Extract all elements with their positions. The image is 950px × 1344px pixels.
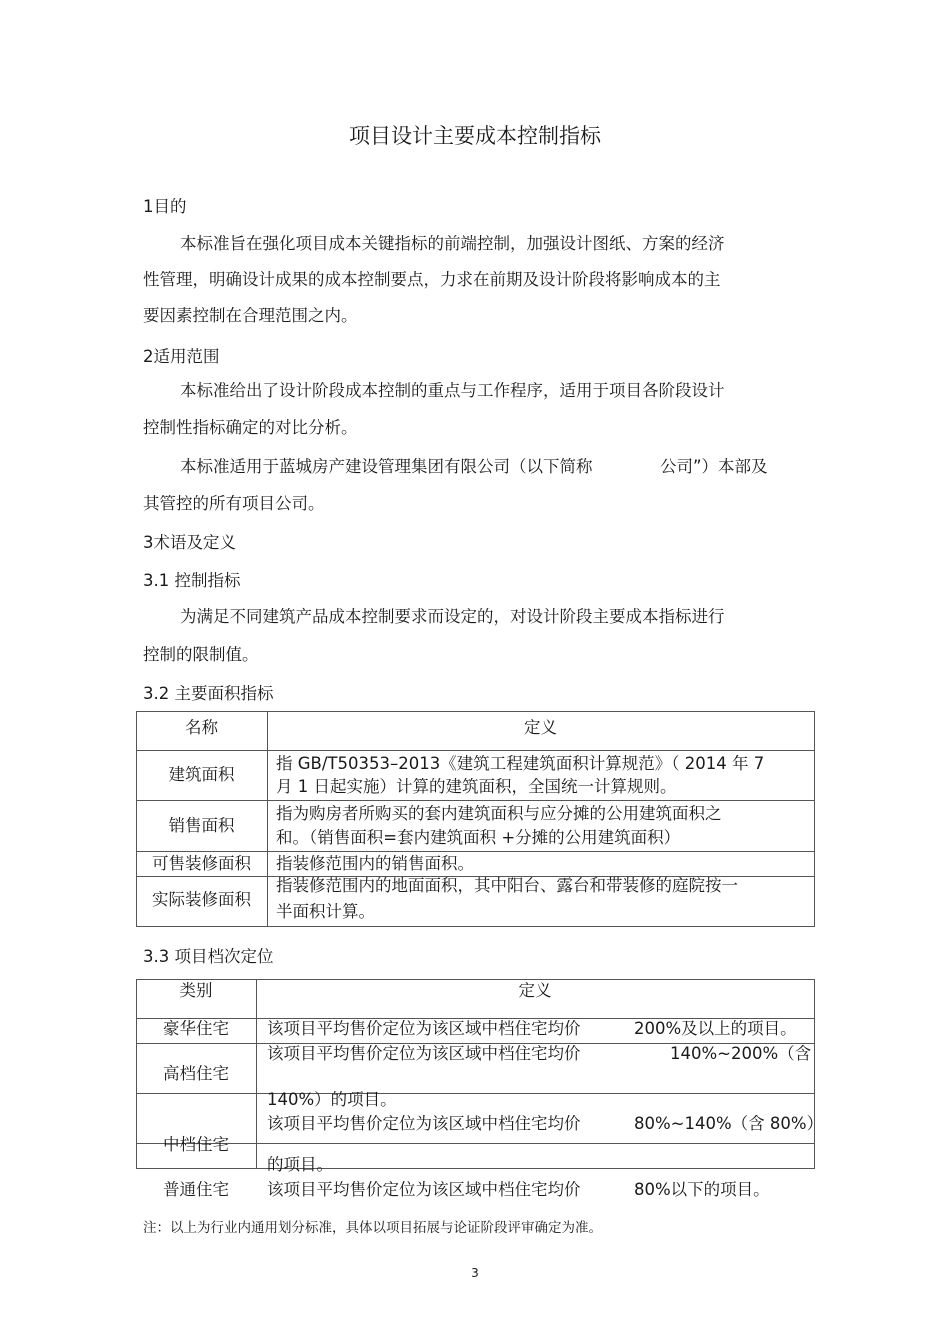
table-cell-definition: 80%~140%（含 80%） [634, 1114, 824, 1133]
paragraph-line: 为满足不同建筑产品成本控制要求而设定的，对设计阶段主要成本指标进行 [180, 607, 725, 626]
table-cell-name: 高档住宅 [163, 1064, 229, 1083]
table-cell-name: 普通住宅 [163, 1180, 229, 1199]
paragraph-line: 本标准适用于蓝城房产建设管理集团有限公司（以下简称 [180, 457, 593, 476]
table-cell-definition: 指为购房者所购买的套内建筑面积与应分摊的公用建筑面积之 [276, 804, 722, 823]
section-3-2-heading: 3.2 主要面积指标 [143, 684, 274, 703]
section-1-heading: 1目的 [143, 197, 187, 216]
table-header-type: 类别 [179, 981, 213, 1000]
table-cell-name: 中档住宅 [163, 1135, 229, 1154]
paragraph-line: 控制性指标确定的对比分析。 [143, 418, 358, 437]
footnote: 注：以上为行业内通用划分标准，具体以项目拓展与论证阶段评审确定为准。 [143, 1220, 602, 1236]
table-cell-definition: 的项目。 [267, 1155, 333, 1174]
paragraph-line: 控制的限制值。 [143, 645, 259, 664]
table-cell-definition: 该项目平均售价定位为该区域中档住宅均价 [267, 1044, 581, 1063]
table-header-name: 名称 [185, 718, 218, 737]
table-cell-definition: 140%）的项目。 [267, 1090, 397, 1109]
table-cell-definition: 该项目平均售价定位为该区域中档住宅均价 [267, 1019, 581, 1038]
table-cell-definition: 指 GB/T50353–2013《建筑工程建筑面积计算规范》（ 2014 年 7 [276, 754, 765, 773]
section-2-heading: 2适用范围 [143, 347, 220, 366]
table-cell-definition: 指装修范围内的销售面积。 [276, 854, 474, 873]
paragraph-line: 其管控的所有项目公司。 [143, 494, 325, 513]
table-cell-definition: 80%以下的项目。 [634, 1180, 770, 1199]
table-cell-name: 实际装修面积 [152, 890, 251, 909]
section-3-1-heading: 3.1 控制指标 [143, 571, 241, 590]
paragraph-line: 公司”）本部及 [660, 457, 768, 476]
table-cell-definition: 指装修范围内的地面面积，其中阳台、露台和带装修的庭院按一 [276, 876, 738, 895]
table-cell-definition: 140%~200%（含 [670, 1044, 812, 1063]
table-cell-name: 可售装修面积 [152, 854, 251, 873]
paragraph-line: 本标准给出了设计阶段成本控制的重点与工作程序，适用于项目各阶段设计 [180, 381, 725, 400]
table-cell-definition: 该项目平均售价定位为该区域中档住宅均价 [267, 1180, 581, 1199]
table-cell-name: 豪华住宅 [163, 1019, 229, 1038]
document-title: 项目设计主要成本控制指标 [349, 124, 601, 148]
section-3-3-heading: 3.3 项目档次定位 [143, 947, 274, 966]
table-header-definition: 定义 [518, 981, 552, 1000]
table-cell-name: 建筑面积 [168, 765, 235, 784]
paragraph-line: 要因素控制在合理范围之内。 [143, 306, 358, 325]
table-cell-definition: 半面积计算。 [276, 902, 375, 921]
paragraph-line: 本标准旨在强化项目成本关键指标的前端控制，加强设计图纸、方案的经济 [180, 234, 725, 253]
table-cell-definition: 该项目平均售价定位为该区域中档住宅均价 [267, 1114, 581, 1133]
table-cell-definition: 月 1 日起实施）计算的建筑面积，全国统一计算规则。 [276, 777, 677, 796]
table-cell-definition: 和。（销售面积=套内建筑面积 +分摊的公用建筑面积） [276, 828, 681, 847]
table-header-definition: 定义 [524, 718, 557, 737]
table-cell-name: 销售面积 [168, 816, 235, 835]
paragraph-line: 性管理，明确设计成果的成本控制要点，力求在前期及设计阶段将影响成本的主 [143, 270, 721, 289]
page-number: 3 [471, 1266, 479, 1280]
table-cell-definition: 200%及以上的项目。 [634, 1019, 797, 1038]
section-3-heading: 3术语及定义 [143, 533, 236, 552]
